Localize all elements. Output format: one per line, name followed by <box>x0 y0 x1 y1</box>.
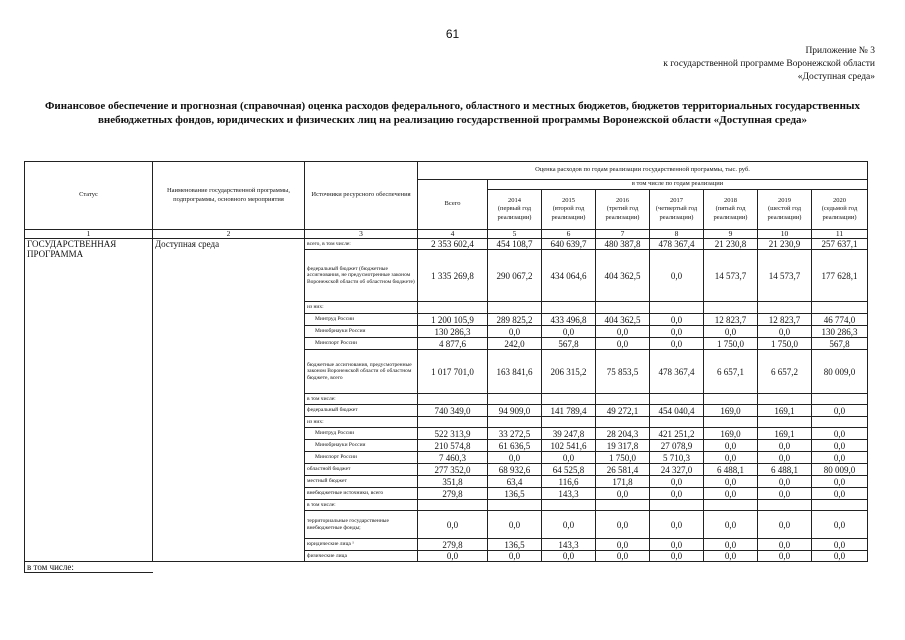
footer-empty-cell <box>153 562 305 573</box>
year-value-cell <box>542 417 596 428</box>
total-cell: 0,0 <box>418 551 488 562</box>
header-year-label: 2019 <box>778 196 791 204</box>
header-year-2015 <box>542 190 596 230</box>
year-value-cell: 1 750,0 <box>596 452 650 464</box>
year-value-cell: 0,0 <box>758 488 812 500</box>
header-year-note: (четвертый год реализации) <box>655 205 698 221</box>
year-value-cell: 64 525,8 <box>542 464 596 476</box>
year-value-cell <box>704 394 758 405</box>
year-value-cell: 169,1 <box>758 428 812 440</box>
source-cell: всего, в том числе: <box>305 239 418 250</box>
year-value-cell: 0,0 <box>488 452 542 464</box>
header-year-label: 2014 <box>508 196 521 204</box>
year-value-cell: 0,0 <box>758 511 812 539</box>
year-value-cell: 434 064,6 <box>542 250 596 302</box>
year-value-cell: 0,0 <box>812 539 868 551</box>
year-value-cell: 0,0 <box>488 326 542 338</box>
year-value-cell <box>758 302 812 314</box>
year-value-cell <box>650 500 704 511</box>
year-value-cell: 0,0 <box>650 476 704 488</box>
year-value-cell: 68 932,6 <box>488 464 542 476</box>
year-value-cell <box>812 500 868 511</box>
table-row <box>25 239 868 250</box>
total-cell: 277 352,0 <box>418 464 488 476</box>
column-index: 4 <box>418 230 488 239</box>
appendix-block <box>663 45 875 84</box>
year-value-cell: 0,0 <box>596 326 650 338</box>
year-value-cell: 21 230,8 <box>704 239 758 250</box>
year-value-cell: 421 251,2 <box>650 428 704 440</box>
year-value-cell <box>758 500 812 511</box>
total-cell: 279,8 <box>418 539 488 551</box>
year-value-cell: 63,4 <box>488 476 542 488</box>
year-value-cell: 75 853,5 <box>596 350 650 394</box>
year-value-cell: 14 573,7 <box>758 250 812 302</box>
year-value-cell: 0,0 <box>650 551 704 562</box>
source-cell: из них: <box>305 417 418 428</box>
header-year-2017 <box>650 190 704 230</box>
year-value-cell: 0,0 <box>758 326 812 338</box>
year-value-cell: 454 040,4 <box>650 405 704 417</box>
year-value-cell: 0,0 <box>596 539 650 551</box>
source-cell: Минтруд России <box>305 314 418 326</box>
source-cell: территориальные государственные внебюджетные фонды; <box>305 511 418 539</box>
year-value-cell <box>596 417 650 428</box>
year-value-cell <box>812 417 868 428</box>
year-value-cell: 0,0 <box>812 551 868 562</box>
year-value-cell: 567,8 <box>542 338 596 350</box>
year-value-cell: 141 789,4 <box>542 405 596 417</box>
year-value-cell: 21 230,9 <box>758 239 812 250</box>
header-program-name: Наименование государственной программы, подпрограммы, основного мероприятия <box>153 162 305 230</box>
year-value-cell <box>596 302 650 314</box>
header-year-2014 <box>488 190 542 230</box>
year-value-cell <box>704 500 758 511</box>
total-cell: 0,0 <box>418 511 488 539</box>
source-cell: Минтруд России <box>305 428 418 440</box>
header-sources: Источники ресурсного обеспечения <box>305 162 418 230</box>
year-value-cell: 6 488,1 <box>704 464 758 476</box>
column-index-row <box>25 230 868 239</box>
year-value-cell: 0,0 <box>812 405 868 417</box>
source-cell: в том числе: <box>305 394 418 405</box>
year-value-cell <box>488 302 542 314</box>
total-cell: 1 017 701,0 <box>418 350 488 394</box>
year-value-cell: 80 009,0 <box>812 464 868 476</box>
header-year-label: 2018 <box>724 196 737 204</box>
year-value-cell <box>650 417 704 428</box>
year-value-cell: 12 823,7 <box>704 314 758 326</box>
financing-table <box>24 161 868 573</box>
header-year-2020 <box>812 190 868 230</box>
year-value-cell: 171,8 <box>596 476 650 488</box>
total-cell <box>418 394 488 405</box>
year-value-cell <box>542 302 596 314</box>
year-value-cell: 28 204,3 <box>596 428 650 440</box>
header-year-label: 2020 <box>833 196 847 204</box>
year-value-cell: 0,0 <box>704 440 758 452</box>
year-value-cell: 567,8 <box>812 338 868 350</box>
year-value-cell: 0,0 <box>488 551 542 562</box>
header-estimate: Оценка расходов по годам реализации государственной программы, тыс. руб. <box>418 162 868 180</box>
source-cell: внебюджетные источники, всего <box>305 488 418 500</box>
total-cell: 7 460,3 <box>418 452 488 464</box>
year-value-cell: 169,0 <box>704 428 758 440</box>
year-value-cell: 1 750,0 <box>704 338 758 350</box>
footer-label: в том числе: <box>25 562 153 573</box>
year-value-cell: 0,0 <box>488 511 542 539</box>
year-value-cell: 404 362,5 <box>596 314 650 326</box>
year-value-cell: 0,0 <box>758 539 812 551</box>
year-value-cell: 290 067,2 <box>488 250 542 302</box>
year-value-cell: 0,0 <box>812 428 868 440</box>
year-value-cell: 478 367,4 <box>650 239 704 250</box>
year-value-cell: 0,0 <box>650 338 704 350</box>
year-value-cell: 116,6 <box>542 476 596 488</box>
year-value-cell: 0,0 <box>596 488 650 500</box>
year-value-cell: 5 710,3 <box>650 452 704 464</box>
total-cell: 4 877,6 <box>418 338 488 350</box>
column-index: 7 <box>596 230 650 239</box>
year-value-cell: 0,0 <box>650 326 704 338</box>
year-value-cell: 0,0 <box>650 488 704 500</box>
source-cell: Минобрнауки России <box>305 440 418 452</box>
year-value-cell: 0,0 <box>758 551 812 562</box>
year-value-cell: 0,0 <box>542 452 596 464</box>
header-year-2016 <box>596 190 650 230</box>
total-cell: 2 353 602,4 <box>418 239 488 250</box>
column-index: 5 <box>488 230 542 239</box>
status-cell: ГОСУДАРСТВЕННАЯ ПРОГРАММА <box>25 239 153 562</box>
year-value-cell <box>596 500 650 511</box>
header-year-label: 2016 <box>616 196 629 204</box>
year-value-cell <box>488 500 542 511</box>
total-cell <box>418 417 488 428</box>
year-value-cell: 6 657,2 <box>758 350 812 394</box>
year-value-cell: 19 317,8 <box>596 440 650 452</box>
header-year-note: (пятый год реализации) <box>713 205 748 221</box>
year-value-cell: 257 637,1 <box>812 239 868 250</box>
year-value-cell: 0,0 <box>704 539 758 551</box>
year-value-cell: 169,1 <box>758 405 812 417</box>
year-value-cell: 454 108,7 <box>488 239 542 250</box>
year-value-cell: 1 750,0 <box>758 338 812 350</box>
program-name-cell: Доступная среда <box>153 239 305 562</box>
year-value-cell: 0,0 <box>596 551 650 562</box>
year-value-cell: 26 581,4 <box>596 464 650 476</box>
year-value-cell <box>650 394 704 405</box>
column-index: 8 <box>650 230 704 239</box>
year-value-cell: 0,0 <box>596 511 650 539</box>
header-year-label: 2017 <box>670 196 683 204</box>
year-value-cell: 289 825,2 <box>488 314 542 326</box>
year-value-cell: 136,5 <box>488 488 542 500</box>
source-cell: из них: <box>305 302 418 314</box>
year-value-cell: 0,0 <box>650 314 704 326</box>
header-year-note: (третий год реализации) <box>605 205 640 221</box>
appendix-line-2: к государственной программе Воронежской области <box>663 59 875 69</box>
document-title: Финансовое обеспечение и прогнозная (справочная) оценка расходов федерального, областного и местных бюджетов, бюджетов территориальных государственных внебюджетных фондов, юридических и физических лиц на реализацию государственной программы Воронежской области «Доступная среда» <box>44 100 861 126</box>
year-value-cell: 0,0 <box>758 440 812 452</box>
year-value-cell: 0,0 <box>704 511 758 539</box>
year-value-cell <box>488 417 542 428</box>
year-value-cell: 12 823,7 <box>758 314 812 326</box>
year-value-cell: 404 362,5 <box>596 250 650 302</box>
year-value-cell: 0,0 <box>704 452 758 464</box>
footer-row <box>25 562 868 573</box>
page-number: 61 <box>445 27 460 41</box>
year-value-cell: 0,0 <box>650 250 704 302</box>
source-cell: Минспорт России <box>305 452 418 464</box>
year-value-cell: 94 909,0 <box>488 405 542 417</box>
footer-empty-cell <box>488 562 542 573</box>
column-index: 2 <box>153 230 305 239</box>
header-year-note: (седьмой год реализации) <box>821 205 858 221</box>
total-cell: 351,8 <box>418 476 488 488</box>
year-value-cell: 136,5 <box>488 539 542 551</box>
year-value-cell: 0,0 <box>542 511 596 539</box>
year-value-cell: 0,0 <box>758 452 812 464</box>
year-value-cell: 0,0 <box>704 476 758 488</box>
year-value-cell: 27 078,9 <box>650 440 704 452</box>
year-value-cell: 0,0 <box>704 326 758 338</box>
source-cell: юридические лица ¹ <box>305 539 418 551</box>
year-value-cell: 0,0 <box>650 539 704 551</box>
footer-empty-cell <box>418 562 488 573</box>
year-value-cell: 0,0 <box>812 511 868 539</box>
footer-empty-cell <box>812 562 868 573</box>
year-value-cell: 0,0 <box>542 551 596 562</box>
year-value-cell: 14 573,7 <box>704 250 758 302</box>
year-value-cell: 433 496,8 <box>542 314 596 326</box>
source-cell: Минспорт России <box>305 338 418 350</box>
year-value-cell: 0,0 <box>812 452 868 464</box>
year-value-cell <box>704 302 758 314</box>
column-index: 3 <box>305 230 418 239</box>
source-cell: местный бюджет <box>305 476 418 488</box>
year-value-cell: 242,0 <box>488 338 542 350</box>
year-value-cell: 33 272,5 <box>488 428 542 440</box>
header-year-label: 2015 <box>562 196 575 204</box>
year-value-cell: 143,3 <box>542 488 596 500</box>
year-value-cell: 0,0 <box>812 440 868 452</box>
year-value-cell: 80 009,0 <box>812 350 868 394</box>
source-cell: федеральный бюджет (бюджетные ассигнования, не предусмотренные законом Воронежской области об областном бюджете) <box>305 250 418 302</box>
appendix-line-1: Приложение № 3 <box>805 46 875 56</box>
year-value-cell: 143,3 <box>542 539 596 551</box>
source-cell: областной бюджет <box>305 464 418 476</box>
column-index: 6 <box>542 230 596 239</box>
year-value-cell: 0,0 <box>704 551 758 562</box>
source-cell: Минобрнауки России <box>305 326 418 338</box>
footer-empty-cell <box>650 562 704 573</box>
year-value-cell: 478 367,4 <box>650 350 704 394</box>
year-value-cell <box>542 500 596 511</box>
year-value-cell: 102 541,6 <box>542 440 596 452</box>
total-cell: 522 313,9 <box>418 428 488 440</box>
header-by-years: в том числе по годам реализации <box>488 180 868 190</box>
year-value-cell: 0,0 <box>758 476 812 488</box>
year-value-cell: 130 286,3 <box>812 326 868 338</box>
total-cell <box>418 500 488 511</box>
year-value-cell: 177 628,1 <box>812 250 868 302</box>
source-cell: бюджетные ассигнования, предусмотренные законом Воронежской области об областном бюджете, всего <box>305 350 418 394</box>
header-year-note: (шестой год реализации) <box>767 205 802 221</box>
header-year-note: (первый год реализации) <box>497 205 532 221</box>
year-value-cell: 39 247,8 <box>542 428 596 440</box>
total-cell: 210 574,8 <box>418 440 488 452</box>
year-value-cell: 6 488,1 <box>758 464 812 476</box>
header-year-2018 <box>704 190 758 230</box>
total-cell <box>418 302 488 314</box>
appendix-line-3: «Доступная среда» <box>797 72 875 82</box>
header-total: Всего <box>418 180 488 230</box>
year-value-cell <box>650 302 704 314</box>
year-value-cell: 0,0 <box>542 326 596 338</box>
header-year-2019 <box>758 190 812 230</box>
total-cell: 740 349,0 <box>418 405 488 417</box>
year-value-cell <box>488 394 542 405</box>
year-value-cell: 169,0 <box>704 405 758 417</box>
header-status: Статус <box>25 162 153 230</box>
total-cell: 279,8 <box>418 488 488 500</box>
year-value-cell: 0,0 <box>812 476 868 488</box>
column-index: 1 <box>25 230 153 239</box>
year-value-cell: 206 315,2 <box>542 350 596 394</box>
header-year-note: (второй год реализации) <box>551 205 586 221</box>
year-value-cell: 46 774,0 <box>812 314 868 326</box>
total-cell: 1 335 269,8 <box>418 250 488 302</box>
year-value-cell <box>542 394 596 405</box>
year-value-cell <box>758 394 812 405</box>
source-cell: физические лица <box>305 551 418 562</box>
year-value-cell: 0,0 <box>704 488 758 500</box>
column-index: 9 <box>704 230 758 239</box>
year-value-cell: 24 327,0 <box>650 464 704 476</box>
year-value-cell <box>812 394 868 405</box>
year-value-cell <box>704 417 758 428</box>
footer-empty-cell <box>704 562 758 573</box>
year-value-cell: 6 657,1 <box>704 350 758 394</box>
year-value-cell: 0,0 <box>596 338 650 350</box>
footer-empty-cell <box>758 562 812 573</box>
year-value-cell: 0,0 <box>650 511 704 539</box>
year-value-cell: 61 636,5 <box>488 440 542 452</box>
year-value-cell: 49 272,1 <box>596 405 650 417</box>
footer-empty-cell <box>596 562 650 573</box>
year-value-cell: 640 639,7 <box>542 239 596 250</box>
year-value-cell: 163 841,6 <box>488 350 542 394</box>
year-value-cell: 480 387,8 <box>596 239 650 250</box>
year-value-cell <box>758 417 812 428</box>
footer-empty-cell <box>305 562 418 573</box>
total-cell: 130 286,3 <box>418 326 488 338</box>
column-index: 10 <box>758 230 812 239</box>
source-cell: в том числе: <box>305 500 418 511</box>
year-value-cell: 0,0 <box>812 488 868 500</box>
footer-empty-cell <box>542 562 596 573</box>
total-cell: 1 200 105,9 <box>418 314 488 326</box>
year-value-cell <box>596 394 650 405</box>
year-value-cell <box>812 302 868 314</box>
column-index: 11 <box>812 230 868 239</box>
source-cell: федеральный бюджет <box>305 405 418 417</box>
